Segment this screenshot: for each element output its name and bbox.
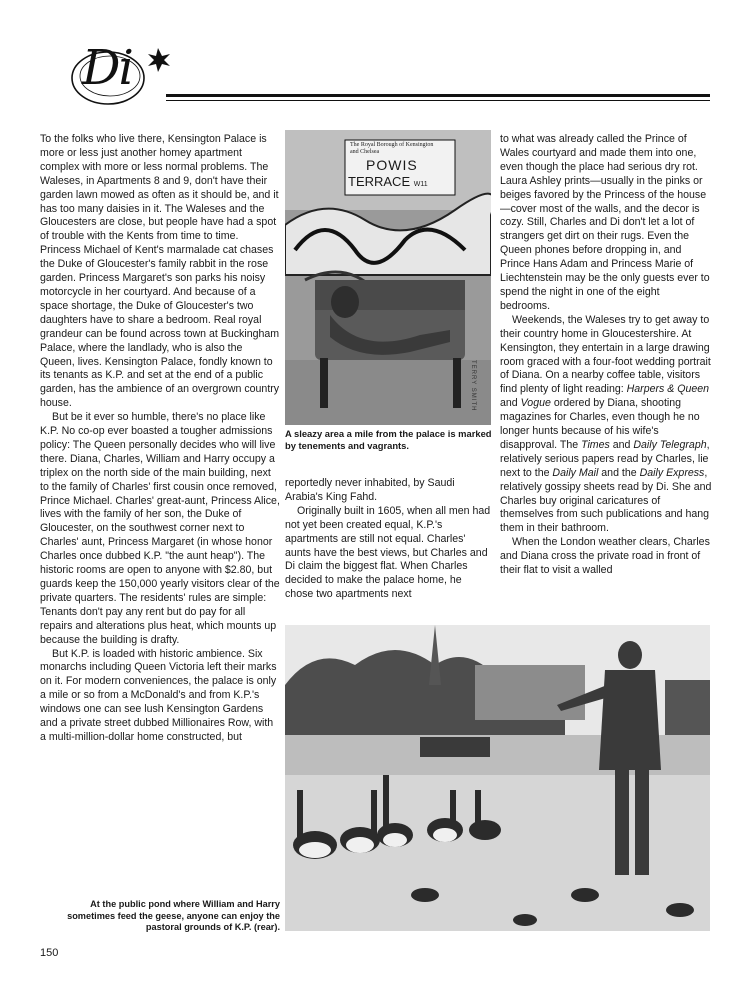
star-icon: [148, 48, 170, 72]
article-column-3: [500, 133, 712, 578]
article-column-1: [40, 133, 280, 745]
photo-caption: A sleazy area a mile from the palace is marked by tenements and vagrants.: [285, 428, 492, 451]
article-column-2: [285, 477, 491, 602]
photo-caption: At the public pond where William and Harry sometimes feed the geese, anyone can enjoy the pastoral grounds of K.P. (rear).: [67, 899, 280, 932]
header-rule-thin: [166, 100, 710, 101]
page-number: 150: [40, 947, 59, 959]
paragraph: Weekends, the Waleses try to get away to their country home in Gloucestershire. At Kensington, they entertain in a large drawing room graced with a four-foot wedding portrait of Diana. On a nearby coffee table, visitors find plenty of light reading: Harpers & Queen and Vogue ordered by Diana, shooting magazines for Charles, even though he no longer hunts because of his wife's disapproval. The Times and Daily Telegraph, relatively serious papers read by Charles, lie next to the Daily Mail and the Daily Express, relatively gossipy sheets read by Di. She and Charles buy original caricatures of themselves from such publications and hang them in their bathroom.: [500, 313, 712, 535]
street-sign-borough: The Royal Borough of Kensington and Chelsea: [350, 142, 434, 155]
street-sign-name: POWIS: [366, 157, 418, 173]
street-sign-street: TERRACE W11: [348, 174, 428, 189]
paragraph: to what was already called the Prince of Wales courtyard and made them into one, even though the place had serious dry rot. Laura Ashley prints—usually in the pinks or beiges favored by the Princess of the house—cover most of the walls, and the decor is cozy. Still, Charles and Di don't let a lot of strangers get dirt on their rugs. Even the Queen phones before dropping in, and Prince Hans Adam and Princess Marie of Liechtenstein may be the only guests ever to spend the night in one of the eight bedrooms.: [500, 133, 710, 312]
paragraph: But be it ever so humble, there's no place like K.P. No co-op ever boasted a tougher admissions policy: The Queen personally decides who will live there. Diana, Charles, William and Harry occupy a triplex on the north side of the main building, next to the family of Charles' first cousin once removed, Prince Michael. Charles' great-aunt, Princess Alice, lives with the family of her son, the Duke of Gloucester, on the southwest corner next to Charles' aunt, Princess Margaret (in whose honor Charles once dubbed K.P. "the aunt heap"). The historic rooms are open to anyone with $2.80, but guards keep the 150,000 yearly visitors clear of the private quarters. The residents' rules are simple: Tenants don't pay any rent but do pay for all repairs and alterations plus heat, which mounts up because the building is drafty.: [40, 411, 280, 646]
section-logo: Di: [82, 40, 132, 96]
paragraph: When the London weather clears, Charles and Diana cross the private road in front of their flat to visit a walled: [500, 536, 710, 577]
paragraph: reportedly never inhabited, by Saudi Arabia's King Fahd.: [285, 477, 455, 503]
paragraph: To the folks who live there, Kensington Palace is more or less just another homey apartment complex with more or less normal problems. The Waleses, in Apartments 8 and 9, don't have their garden lawn mowed as often as it should be, and it has too many daisies in it. The Waleses and the Gloucesters are close, but people have had a spot of trouble with the Kents from time to time. Princess Michael of Kent's marmalade cat chases the Duke of Gloucester's family rabbit in the rose garden. Princess Margaret's son parks his noisy motorcycle in her courtyard. And because of a space shortage, the Duke of Gloucester's two daughters have to share a bedroom. Real royal grandeur can be found across town at Buckingham Palace, where the landlady, who is also the Queen, lives. Kensington Palace, fondly known to its tenants as K.P. and set at the end of a public garden, has the ambience of an overgrown country house.: [40, 133, 280, 410]
geese-pond-photo: [285, 625, 710, 931]
header-rule: [166, 94, 710, 97]
paragraph: Originally built in 1605, when all men had not yet been created equal, K.P.'s apartments are still not equal. Charles' aunts have the best views, but Charles and Di claim the biggest flat. When Charles decided to make the palace home, he chose two apartments next: [285, 504, 491, 601]
photo-credit: TERRY SMITH: [470, 360, 476, 412]
paragraph: But K.P. is loaded with historic ambience. Six monarchs including Queen Victoria left their marks on it. For modern conveniences, the palace is only a mile or so from a McDonald's and from K.P.'s windows one can see lush Kensington Gardens and a private street dubbed Millionaires Row, with a multi-million-dollar home constructed, but: [40, 647, 277, 743]
